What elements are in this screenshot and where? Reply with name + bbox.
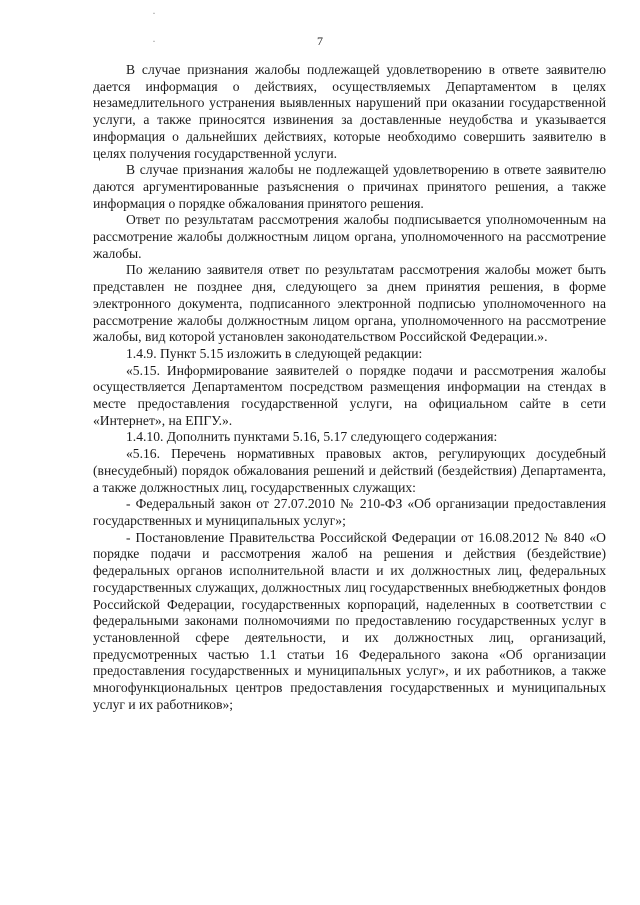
- list-item: - Постановление Правительства Российской Федерации от 16.08.2012 № 840 «О порядке подачи и рассмотрения жалоб на решения и действия (бездействие) федеральных органов исполнительной власти и их должностных лиц, федеральных государственных служащих, должностных лиц государственных внебюджетных фондов Российской Федерации, государственных корпораций, наделенных в соответствии с федеральными законами полномочиями по предоставлению государственных услуг в установленной сфере деятельности, и их должностных лиц, организаций, предусмотренных частью 1.1 статьи 16 Федерального закона «Об организации предоставления государственных и муниципальных услуг», и их работников, а также многофункциональных центров предоставления государственных и муниципальных услуг и их работников»;: [93, 529, 606, 712]
- paragraph: По желанию заявителя ответ по результатам рассмотрения жалобы может быть представлен не позднее дня, следующего за днем принятия решения, в форме электронного документа, подписанного электронной подписью уполномоченного на рассмотрение жалобы должностным лицом органа, уполномоченного на рассмотрение жалобы, вид которой установлен законодательством Российской Федерации.».: [93, 262, 606, 345]
- document-body: [93, 62, 606, 713]
- scan-mark: ·: [152, 6, 156, 20]
- paragraph: 1.4.9. Пункт 5.15 изложить в следующей редакции:: [126, 345, 423, 361]
- scan-mark: ·: [152, 34, 156, 48]
- paragraph: «5.16. Перечень нормативных правовых актов, регулирующих досудебный (внесудебный) порядок обжалования решений и действий (бездействия) Департамента, а также должностных лиц, государственных служащих:: [93, 446, 606, 495]
- paragraph: Ответ по результатам рассмотрения жалобы подписывается уполномоченным на рассмотрение жалобы должностным лицом органа, уполномоченного на рассмотрение жалобы.: [93, 212, 606, 261]
- paragraph: 1.4.10. Дополнить пунктами 5.16, 5.17 следующего содержания:: [126, 429, 498, 445]
- page-number: 7: [317, 34, 323, 48]
- paragraph: В случае признания жалобы подлежащей удовлетворению в ответе заявителю дается информация о действиях, осуществляемых Департаментом в целях незамедлительного устранения выявленных нарушений при оказании государственной услуги, а также приносятся извинения за доставленные неудобства и указывается информация о дальнейших действиях, которые необходимо совершить заявителю в целях получения государственной услуги.: [93, 62, 606, 161]
- paragraph: В случае признания жалобы не подлежащей удовлетворению в ответе заявителю даются аргументированные разъяснения о причинах принятого решения, а также информация о порядке обжалования принятого решения.: [93, 162, 606, 211]
- paragraph: «5.15. Информирование заявителей о порядке подачи и рассмотрения жалобы осуществляется Департаментом посредством размещения информации на стендах в месте предоставления государственной услуги, на официальном сайте в сети «Интернет», на ЕПГУ.».: [93, 362, 606, 428]
- list-item: - Федеральный закон от 27.07.2010 № 210-ФЗ «Об организации предоставления государственных и муниципальных услуг»;: [93, 496, 606, 528]
